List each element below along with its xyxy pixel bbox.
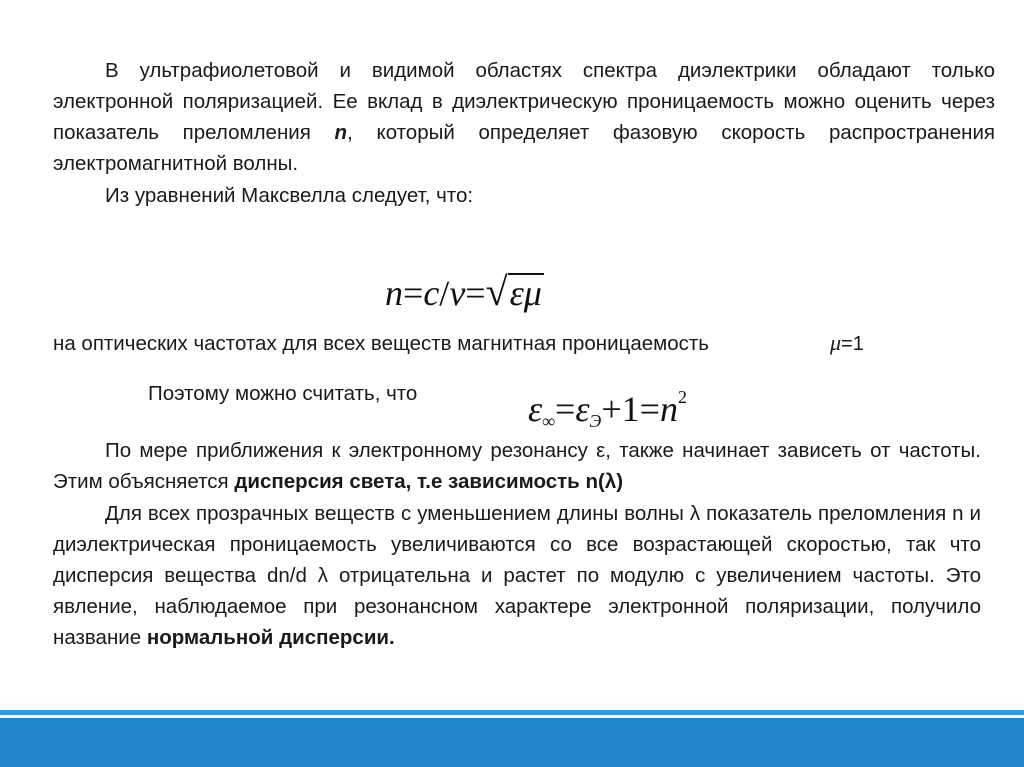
mu-rest: =1 <box>841 333 864 355</box>
formula-permittivity <box>528 375 687 443</box>
formula1-eq2: = <box>465 273 486 313</box>
formula1-eq: = <box>403 273 424 313</box>
mu-value <box>830 330 864 356</box>
footer-band <box>0 718 1024 767</box>
intro-text-1: В ультрафиолетовой и видимой областях спектра диэлектрики обладают только электронной поляризацией. Ее вклад в диэлектрическую проницаемость можно оценить через показатель преломления <box>53 59 995 144</box>
formula2-eps2: ε <box>575 389 590 429</box>
paragraph-intro <box>53 55 995 179</box>
formula2-n: n <box>659 389 678 429</box>
paragraph-maxwell: Из уравнений Максвелла следует, что: <box>105 184 474 207</box>
formula-refractive-index <box>385 270 544 315</box>
paragraph-resonance <box>53 435 981 497</box>
resonance-text: По мере приближения к электронному резонансу ε, также начинает зависеть от частоты. Этим объясняется <box>53 439 981 493</box>
paragraph-optical: на оптических частотах для всех веществ магнитная проницаемость <box>53 332 709 355</box>
formula2-eps1: ε <box>528 389 543 429</box>
formula2-eq: = <box>555 389 576 429</box>
formula2-sub-infinity: ∞ <box>542 411 556 431</box>
resonance-bold: дисперсия света, т.е зависимость n(λ) <box>234 470 624 493</box>
formula1-sqrt <box>486 270 544 315</box>
formula2-plus-one: +1 <box>601 389 640 429</box>
dispersion-text: Для всех прозрачных веществ с уменьшением длины волны λ показатель преломления n и диэлектрическая проницаемость увеличиваются со все возрастающей скоростью, так что дисперсия вещества dn/d λ отрицательна и растет по модулю с увеличением частоты. Это явление, наблюдаемое при резонансном характере электронной поляризации, получило название <box>53 502 981 649</box>
sqrt-icon: √ <box>485 269 508 314</box>
mu-symbol: μ <box>830 330 842 355</box>
formula1-slash: / <box>439 273 450 313</box>
formula1-n: n <box>385 273 403 313</box>
formula2-eq2: = <box>639 389 660 429</box>
paragraph-therefore: Поэтому можно считать, что <box>148 382 418 405</box>
dispersion-bold: нормальной дисперсии. <box>146 626 395 649</box>
formula2-sup: 2 <box>677 387 687 407</box>
formula1-c: c <box>423 273 440 313</box>
formula1-v: v <box>449 273 466 313</box>
n-symbol: n <box>334 121 348 144</box>
formula1-radicand: εμ <box>509 273 542 313</box>
formula2-sub-e: Э <box>589 411 602 431</box>
intro-text-2: , который определяет фазовую скорость распространения электромагнитной волны. <box>53 121 995 175</box>
footer-band-thin <box>0 710 1024 715</box>
paragraph-normal-dispersion <box>53 498 981 653</box>
